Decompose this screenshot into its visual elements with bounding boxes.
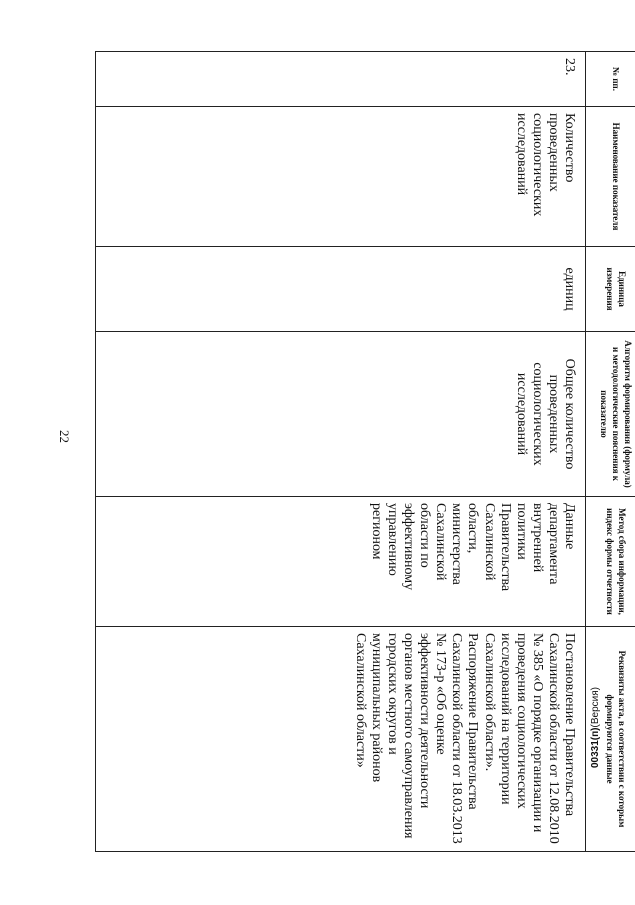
row-indicator-name: Количество проведенных социологических исследований (96, 107, 586, 247)
row-act: Постановление Правительства Сахалинской области от 12.08.2010 № 385 «О порядке организации и проведения социологических исследований на территории Сахалинской области». Распоряжение Правительства Сахалинской области от 18.03.2013 № 173-р «Об оценке эффективности деятельности органов местного самоуправления городских округов и муниципальных районов Сахалинской области» (96, 627, 586, 852)
footer-code (590, 687, 601, 768)
header-indicator-name: Наименование показателя (586, 107, 635, 247)
row-number: 23. (96, 52, 586, 107)
header-method: Метод сбора информации, индекс формы отчетности (586, 497, 635, 627)
row-method: Данные департамента внутренней политики Правительства Сахалинской области, министерства Сахалинской области по эффективному управлению регионом (96, 497, 586, 627)
header-unit: Единица измерения (586, 247, 635, 332)
row-algorithm: Общее количество проведенных социологических исследований (96, 332, 586, 497)
header-act: Реквизиты акта, в соответствии с которым формируются данные (586, 627, 635, 852)
row-unit: единиц (96, 247, 586, 332)
header-algorithm: Алгоритм формирования (формула) и методологические пояснения к показателю (586, 332, 635, 497)
footer-code-number: 00331(п) (590, 727, 601, 768)
footer-version: (Версия) (590, 687, 601, 728)
page-number: 22 (57, 430, 72, 443)
indicator-table (95, 51, 635, 852)
table-row (96, 52, 586, 852)
rotated-table-container (95, 51, 635, 851)
header-number: № пп. (586, 52, 635, 107)
